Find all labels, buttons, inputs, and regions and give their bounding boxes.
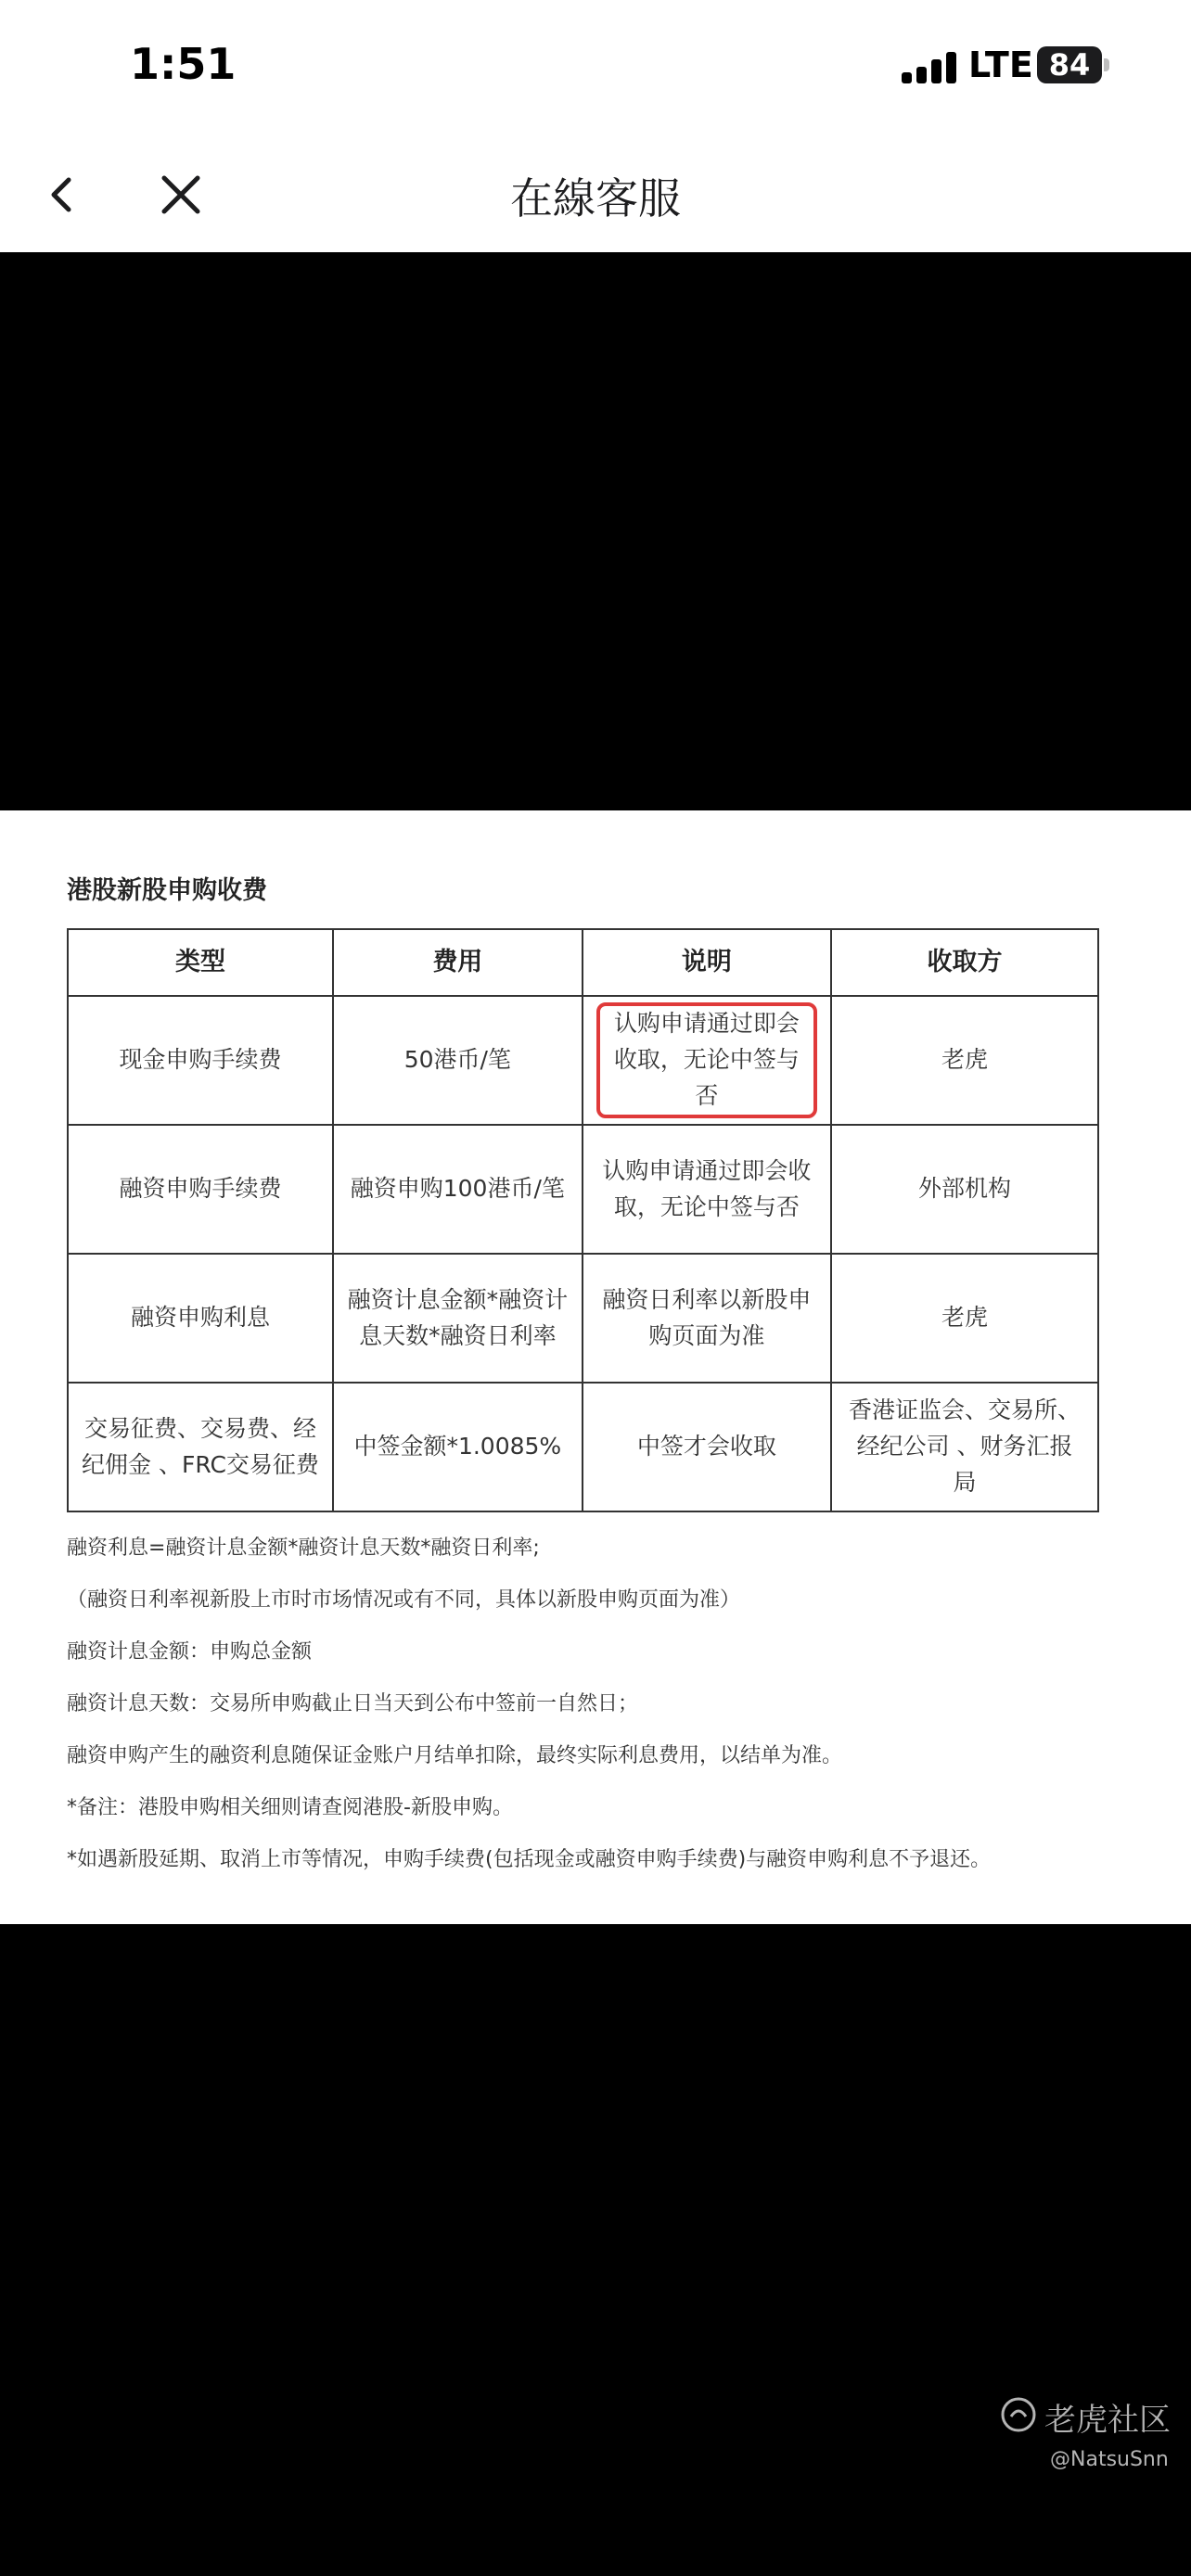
cell-type: 现金申购手续费 [68, 996, 333, 1125]
battery-icon [1037, 46, 1109, 83]
note-line: *如遇新股延期、取消上市等情况，申购手续费(包括现金或融资申购手续费)与融资申购利息不予退还。 [67, 1848, 992, 1871]
home-indicator[interactable] [382, 2539, 809, 2552]
cell-fee: 50港币/笔 [333, 996, 583, 1125]
note-line: 融资计息金额：申购总金额 [67, 1640, 313, 1664]
cell-collector: 老虎 [831, 1254, 1098, 1383]
header-fee: 费用 [333, 929, 583, 996]
table-row [68, 1125, 1098, 1254]
highlighted-description: 认购申请通过即会收取，无论中签与否 [596, 1002, 817, 1117]
cell-description: 融资日利率以新股申购页面为准 [583, 1254, 831, 1383]
page-title: 在線客服 [510, 173, 681, 223]
network-type: LTE [968, 45, 1033, 85]
section-title: 港股新股申购收费 [67, 876, 267, 905]
status-bar [0, 0, 1191, 139]
notes [67, 1523, 1124, 1886]
table-header-row [68, 929, 1098, 996]
watermark-brand: 老虎社区 [1044, 2402, 1171, 2439]
cell-collector: 老虎 [831, 996, 1098, 1125]
cell-fee: 融资计息金额*融资计息天数*融资日利率 [333, 1254, 583, 1383]
cell-type: 交易征费、交易费、经纪佣金 、FRC交易征费 [68, 1383, 333, 1511]
note-line: 融资申购产生的融资利息随保证金账户月结单扣除，最终实际利息费用，以结单为准。 [67, 1744, 843, 1767]
fee-table [67, 928, 1099, 1512]
table-row [68, 996, 1098, 1125]
status-time: 1:51 [130, 39, 237, 89]
cell-description: 认购申请通过即会收取，无论中签与否 [583, 1125, 831, 1254]
note-line: *备注：港股申购相关细则请查阅港股-新股申购。 [67, 1796, 513, 1819]
note-line: 融资计息天数：交易所申购截止日当天到公布中签前一自然日； [67, 1692, 639, 1715]
cellular-signal-icon [902, 52, 957, 83]
note-line: （融资日利率视新股上市时市场情况或有不同，具体以新股申购页面为准） [67, 1588, 741, 1612]
header-description: 说明 [583, 929, 831, 996]
table-row [68, 1254, 1098, 1383]
community-logo-icon [1000, 2396, 1037, 2433]
battery-level: 84 [1048, 47, 1091, 83]
cell-collector: 香港证监会、交易所、 经纪公司 、财务汇报局 [831, 1383, 1098, 1511]
nav-bar [0, 139, 1191, 250]
note-line: 融资利息=融资计息金额*融资计息天数*融资日利率; [67, 1537, 540, 1560]
table-row [68, 1383, 1098, 1511]
header-collector: 收取方 [831, 929, 1098, 996]
cell-description [583, 996, 831, 1125]
fee-info-image [0, 810, 1191, 1924]
header-type: 类型 [68, 929, 333, 996]
redacted-area-bottom [0, 1924, 1191, 2576]
cell-description: 中签才会收取 [583, 1383, 831, 1511]
cell-collector: 外部机构 [831, 1125, 1098, 1254]
cell-type: 融资申购手续费 [68, 1125, 333, 1254]
cell-type: 融资申购利息 [68, 1254, 333, 1383]
cell-fee: 融资申购100港币/笔 [333, 1125, 583, 1254]
redacted-area-top [0, 252, 1191, 810]
cell-fee: 中签金额*1.0085% [333, 1383, 583, 1511]
watermark-user: @NatsuSnn [1050, 2448, 1169, 2471]
